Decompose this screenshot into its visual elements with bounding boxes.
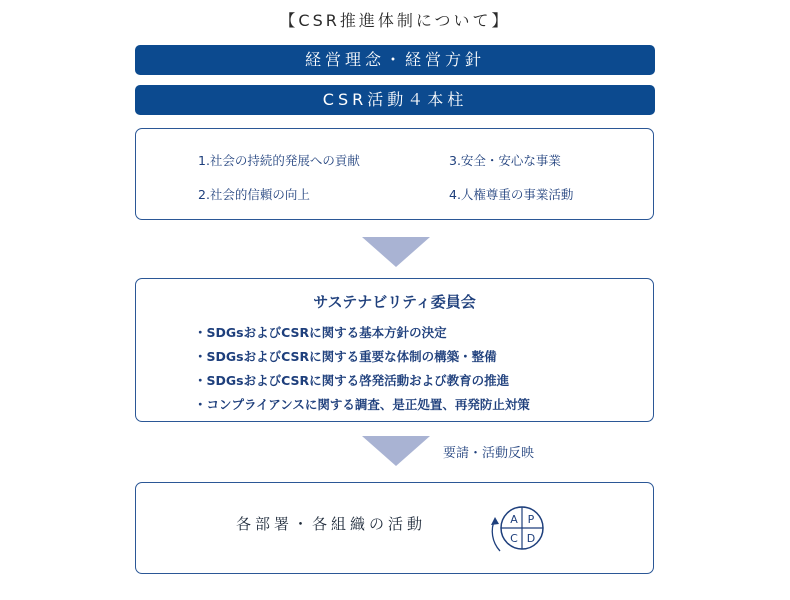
pillars-box [135, 128, 654, 220]
pdca-p-label: P [527, 513, 535, 526]
feedback-label: 要請・活動反映 [443, 446, 535, 461]
pdca-a-label: A [510, 513, 518, 526]
pillar-item: 1.社会の持続的発展への貢献 [198, 153, 360, 168]
committee-item: ・SDGsおよびCSRに関する啓発活動および教育の推進 [194, 373, 510, 388]
committee-title: サステナビリティ委員会 [313, 293, 476, 311]
committee-item: ・SDGsおよびCSRに関する基本方針の決定 [194, 325, 447, 340]
committee-item: ・SDGsおよびCSRに関する重要な体制の構築・整備 [194, 349, 497, 364]
pillars-bar: CSR活動４本柱 [135, 85, 655, 115]
philosophy-bar: 経営理念・経営方針 [135, 45, 655, 75]
down-arrow-icon [362, 436, 430, 466]
pdca-d-label: D [526, 532, 536, 545]
pdca-c-label: C [510, 532, 518, 545]
committee-box [135, 278, 654, 422]
departments-box [135, 482, 654, 574]
pdca-cycle-icon [486, 501, 548, 557]
pillar-item: 3.安全・安心な事業 [449, 153, 561, 168]
pillar-item: 2.社会的信頼の向上 [198, 187, 310, 202]
down-arrow-icon [362, 237, 430, 267]
pillar-item: 4.人権尊重の事業活動 [449, 187, 574, 202]
diagram-title: 【CSR推進体制について】 [279, 11, 511, 30]
committee-item: ・コンプライアンスに関する調査、是正処置、再発防止対策 [194, 397, 530, 412]
departments-label: 各部署・各組織の活動 [236, 515, 427, 533]
